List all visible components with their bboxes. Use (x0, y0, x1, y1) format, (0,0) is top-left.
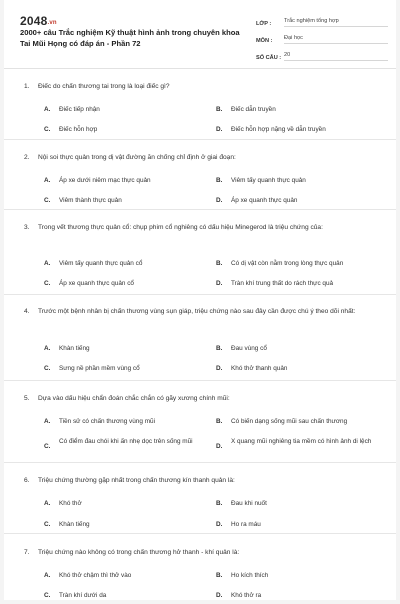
option-letter: C. (44, 280, 51, 287)
question-item (4, 140, 396, 210)
question-text (24, 307, 376, 317)
question-text (24, 548, 376, 558)
option-letter: C. (44, 365, 51, 372)
option-text: Đau vùng cổ (231, 345, 267, 352)
option-text: Khó thở ra (231, 592, 262, 599)
question-stem: Triệu chứng nào không có trong chấn thương hở thanh - khí quản là: (38, 549, 240, 556)
option-text: Có điểm đau chói khi ấn nhẹ dọc trên sống mũi (59, 438, 193, 445)
meta-box (256, 12, 388, 63)
option-text: Tràn khí dưới da (59, 592, 107, 599)
question-item (4, 69, 396, 140)
option-letter: A. (44, 345, 51, 352)
question-number: 1. (24, 83, 30, 90)
option-text: Viêm tấy quanh thực quản cổ (59, 260, 143, 267)
option-text: Điếc dẫn truyền (231, 106, 276, 113)
exam-page (4, 0, 396, 600)
option-text: Ho ra máu (231, 521, 261, 528)
option-letter: B. (216, 260, 223, 267)
question-stem: Triệu chứng thường gặp nhất trong chấn thương kín thanh quản là: (38, 477, 235, 484)
question-item (4, 381, 396, 463)
option-text: Tiền sử có chấn thương vùng mũi (59, 418, 155, 425)
option-letter: D. (216, 197, 223, 204)
option-letter: C. (44, 521, 51, 528)
option-letter: A. (44, 500, 51, 507)
option-letter: A. (44, 572, 51, 579)
question-stem: Điếc do chấn thương tai trong là loại điếc gì? (38, 83, 170, 90)
option-text: Áp xe dưới niêm mạc thực quản (59, 177, 151, 184)
option-letter: B. (216, 177, 223, 184)
meta-label: LỚP : (256, 21, 272, 27)
question-stem: Trước một bệnh nhân bị chấn thương vùng sụn giáp, triệu chứng nào sau đây cần được chú ý theo dõi nhất: (38, 308, 356, 315)
question-number: 7. (24, 549, 30, 556)
option-letter: A. (44, 177, 51, 184)
option-text: Khàn tiếng (59, 345, 90, 352)
option-text: Áp xe quanh thực quản (231, 197, 298, 204)
option-text: Có dị vật còn nằm trong lòng thực quản (231, 260, 344, 267)
option-letter: A. (44, 106, 51, 113)
question-text (24, 394, 376, 404)
question-number: 5. (24, 395, 30, 402)
meta-label: MÔN : (256, 38, 273, 44)
page-header (4, 0, 396, 69)
question-item (4, 210, 396, 295)
option-text: Sưng nề phần mềm vùng cổ (59, 365, 140, 372)
option-text: Tràn khí trung thất do rách thực quả (231, 280, 334, 287)
option-text: Ho kích thích (231, 572, 269, 579)
meta-value: Trắc nghiệm tổng hợp (284, 18, 388, 27)
option-letter: D. (216, 521, 223, 528)
question-item (4, 463, 396, 534)
question-stem: Trong vết thương thực quản cổ: chụp phim cổ nghiêng có dấu hiệu Minegerod là triệu chứng của: (38, 224, 323, 231)
option-text: Áp xe quanh thực quản cổ (59, 280, 134, 287)
option-text: Điếc tiếp nhận (59, 106, 100, 113)
question-item (4, 534, 396, 604)
option-text: Viêm tấy quanh thực quản (231, 177, 306, 184)
meta-row-count (256, 46, 388, 61)
option-text: Khó thở (59, 500, 82, 507)
site-logo[interactable] (20, 14, 57, 28)
option-text: Viêm thành thực quản (59, 197, 122, 204)
document-title: 2000+ câu Trắc nghiệm Kỹ thuật hình ảnh trong chuyên khoa Tai Mũi Họng có đáp án - Phần 72 (20, 28, 240, 48)
option-letter: C. (44, 592, 51, 599)
question-item (4, 295, 396, 381)
meta-value: 20 (284, 52, 388, 61)
option-text: X quang mũi nghiêng tia mềm có hình ảnh di lệch (231, 438, 372, 445)
option-letter: D. (216, 365, 223, 372)
option-letter: D. (216, 280, 223, 287)
option-text: Khàn tiếng (59, 521, 90, 528)
question-number: 2. (24, 154, 30, 161)
option-letter: D. (216, 126, 223, 133)
question-stem: Dựa vào dấu hiệu chẩn đoán chắc chắn có gãy xương chính mũi: (38, 395, 230, 402)
option-text: Đau khi nuốt (231, 500, 267, 507)
option-letter: C. (44, 126, 51, 133)
question-text (24, 223, 376, 233)
option-letter: B. (216, 418, 223, 425)
option-text: Điếc hỗn hợp (59, 126, 98, 133)
meta-label: SỐ CÂU : (256, 55, 282, 61)
option-letter: C. (44, 197, 51, 204)
logo-text: 2048 (20, 14, 48, 28)
question-text (24, 476, 376, 486)
option-letter: D. (216, 443, 223, 450)
option-letter: C. (44, 443, 51, 450)
question-number: 6. (24, 477, 30, 484)
logo-tld: .vn (47, 20, 57, 26)
option-letter: B. (216, 500, 223, 507)
option-text: Có biến dạng sống mũi sau chấn thương (231, 418, 348, 425)
option-text: Khó thở thanh quản (231, 365, 288, 372)
option-text: Khó thở chậm thì thở vào (59, 572, 132, 579)
question-text (24, 153, 376, 163)
question-number: 3. (24, 224, 30, 231)
option-letter: B. (216, 345, 223, 352)
option-letter: A. (44, 418, 51, 425)
question-text (24, 82, 376, 92)
option-letter: B. (216, 106, 223, 113)
option-letter: D. (216, 592, 223, 599)
meta-value: Đại học (284, 35, 388, 44)
option-letter: A. (44, 260, 51, 267)
meta-row-class (256, 12, 388, 27)
option-letter: B. (216, 572, 223, 579)
meta-row-subject (256, 29, 388, 44)
question-stem: Nội soi thực quản trong dị vật đường ăn chống chỉ định ở giai đoạn: (38, 154, 236, 161)
question-number: 4. (24, 308, 30, 315)
option-text: Điếc hỗn hợp nặng về dẫn truyền (231, 126, 326, 133)
